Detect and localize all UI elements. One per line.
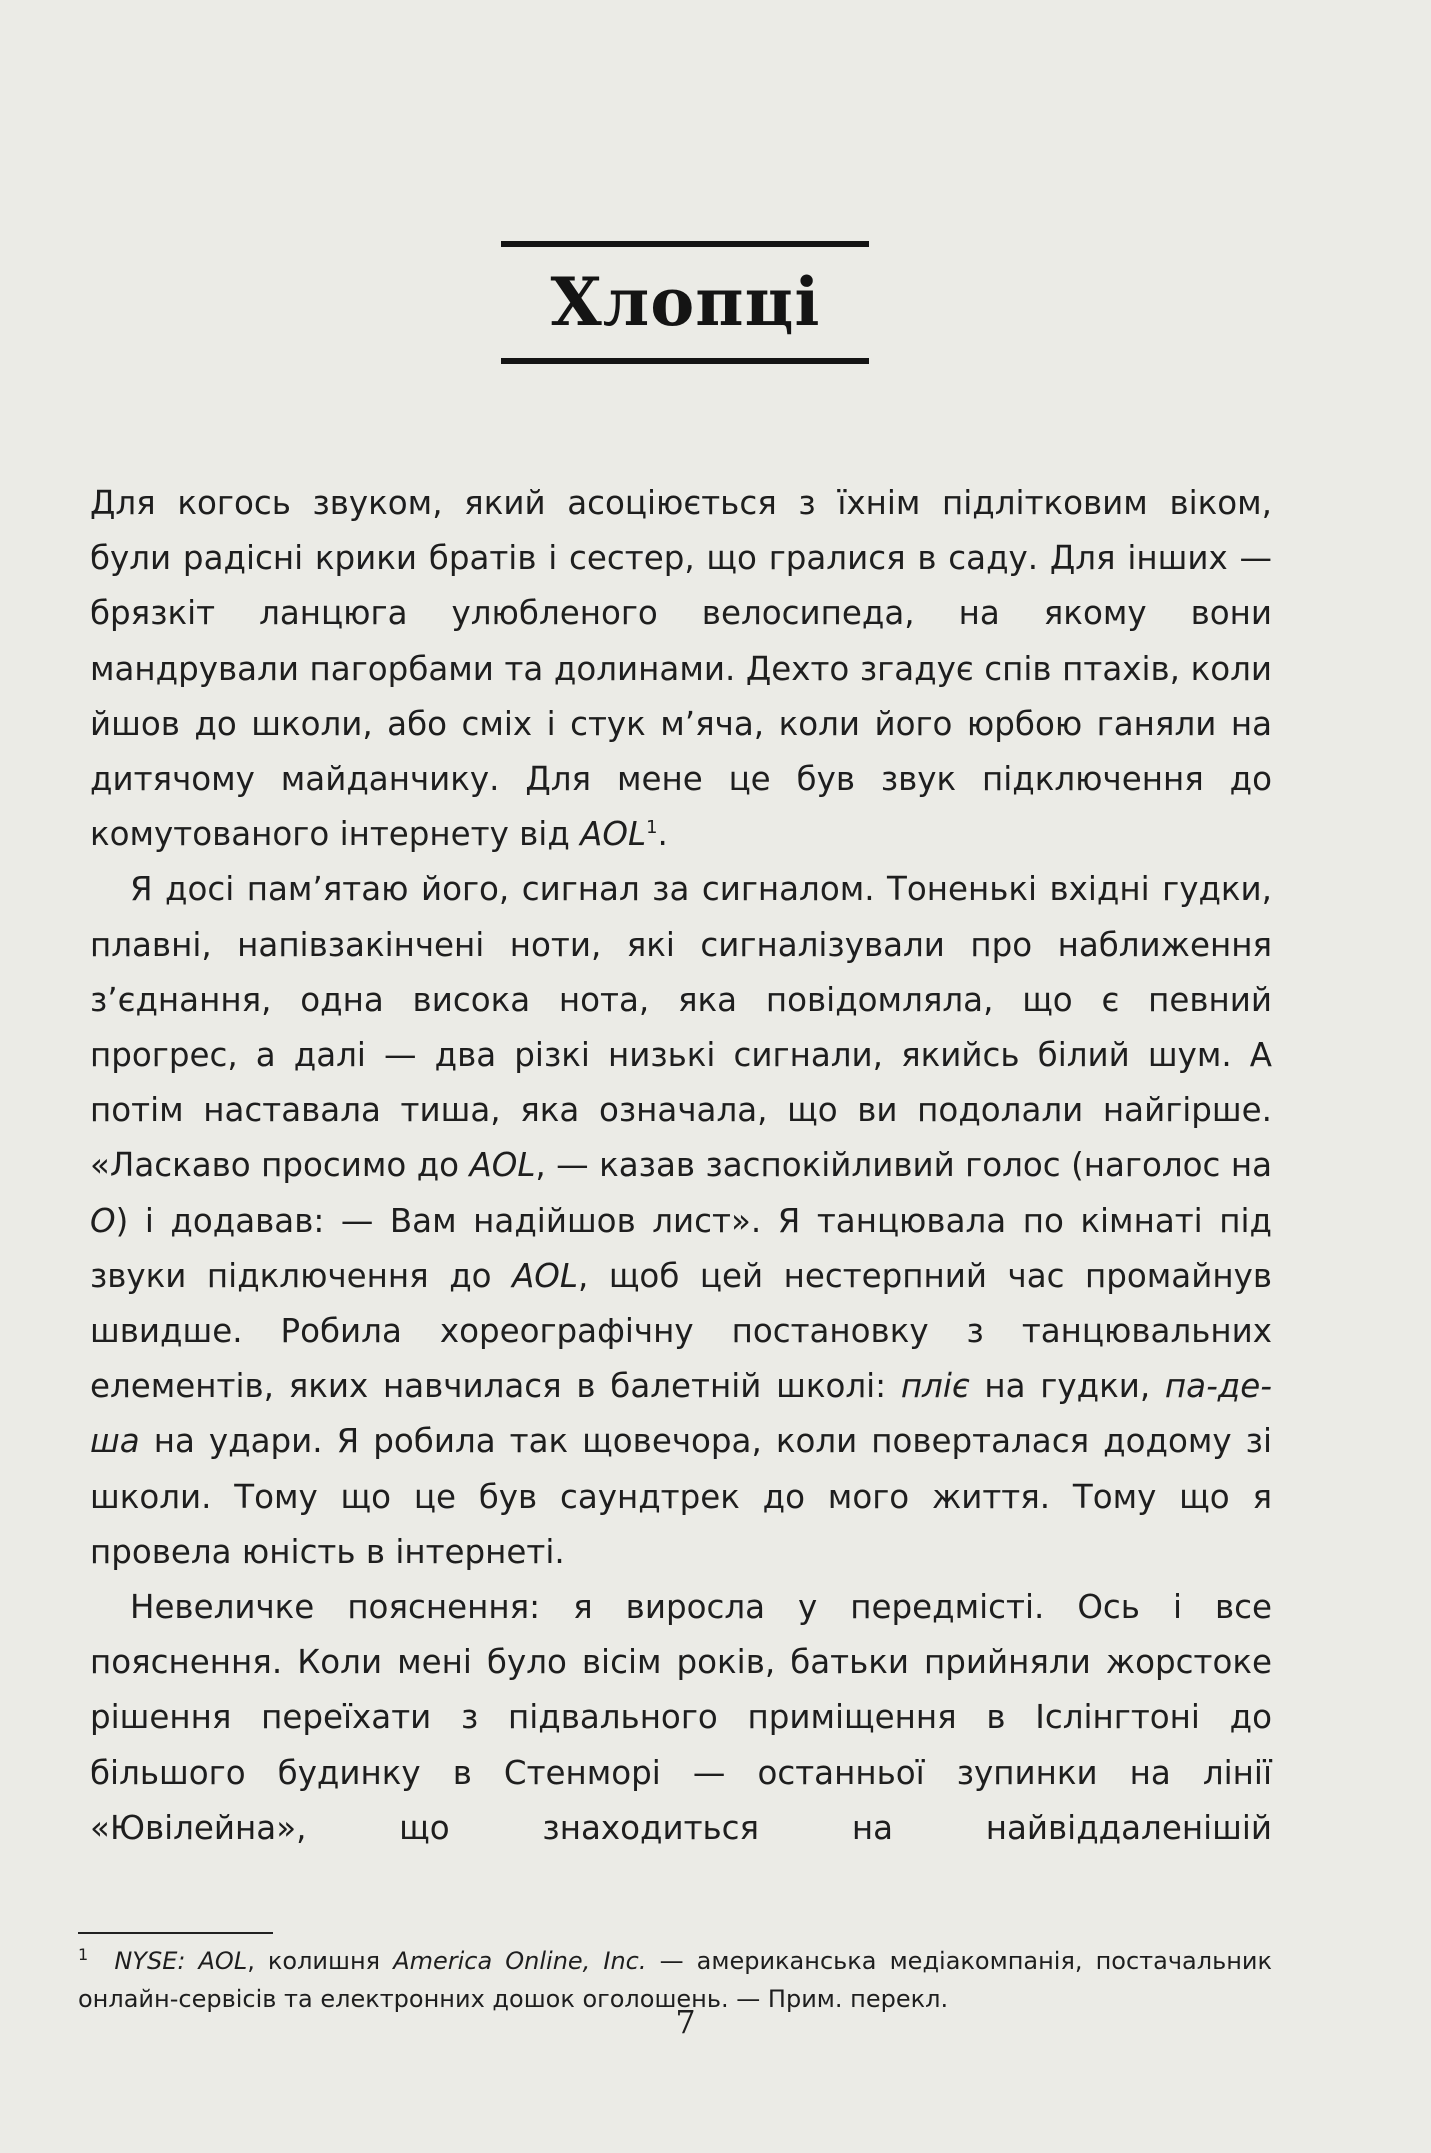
paragraph-1: Для когось звуком, який асоціюється з їхнім підлітковим віком, були радісні крики братів і сестер, що гралися в саду. Для інших — брязкіт ланцюга улюбленого велосипеда, на якому вони мандрували пагорбами та долинами. Дехто згадує спів птахів, коли йшов до школи, або сміх і стук м’яча, коли його юрбою ганяли на дитячому майданчику. Для мене це був звук підключення до комутованого інтернету від AOL$^1$. xyxy=(90,484,1272,854)
footnote: $^1$ NYSE: AOL, колишня America Online, Inc. — американська медіакомпанія, постачальник онлайн-сервісів та електронних дошок оголошень. — Прим. перекл. xyxy=(78,1945,1273,2013)
body-text xyxy=(90,476,1272,1856)
paragraph-2: Я досі пам’ятаю його, сигнал за сигналом. Тоненькі вхідні гудки, плавні, напівзакінчені ноти, які сигналізували про наближення з’єднання, одна висока нота, яка повідомляла, що є певний прогрес, а далі — два різкі низькі сигнали, якийсь білий шум. А потім наставала тиша, яка означала, що ви подолали найгірше. «Ласкаво просимо до AOL, — казав заспокійливий голос (наголос на О) і додавав: — Вам надійшов лист». Я танцювала по кімнаті під звуки підключення до AOL, щоб цей нестерпний час промайнув швидше. Робила хореографічну постановку з танцювальних елементів, яких навчилася в балетній школі: пліє на гудки, па-де-ша на удари. Я робила так щовечора, коли поверталася додому зі школи. Тому що це був саундтрек до мого життя. Тому що я провела юність в інтернеті. xyxy=(90,870,1272,1571)
footnote-ref: 1 xyxy=(646,817,658,839)
page-number: 7 xyxy=(675,2003,696,2041)
chapter-title: Хлопці xyxy=(550,263,821,341)
footnote-rule xyxy=(78,1932,273,1934)
title-rule-bottom xyxy=(501,358,869,364)
paragraph-3: Невеличке пояснення: я виросла у передмісті. Ось і все пояснення. Коли мені було вісім років, батьки прийняли жорстоке рішення переїхати з підвального приміщення в Іслінгтоні до більшого будинку в Стенморі — останньої зупинки на лінії «Ювілейна», що знаходиться на найвіддаленішій xyxy=(90,1588,1272,1847)
title-rule-top xyxy=(501,241,869,247)
